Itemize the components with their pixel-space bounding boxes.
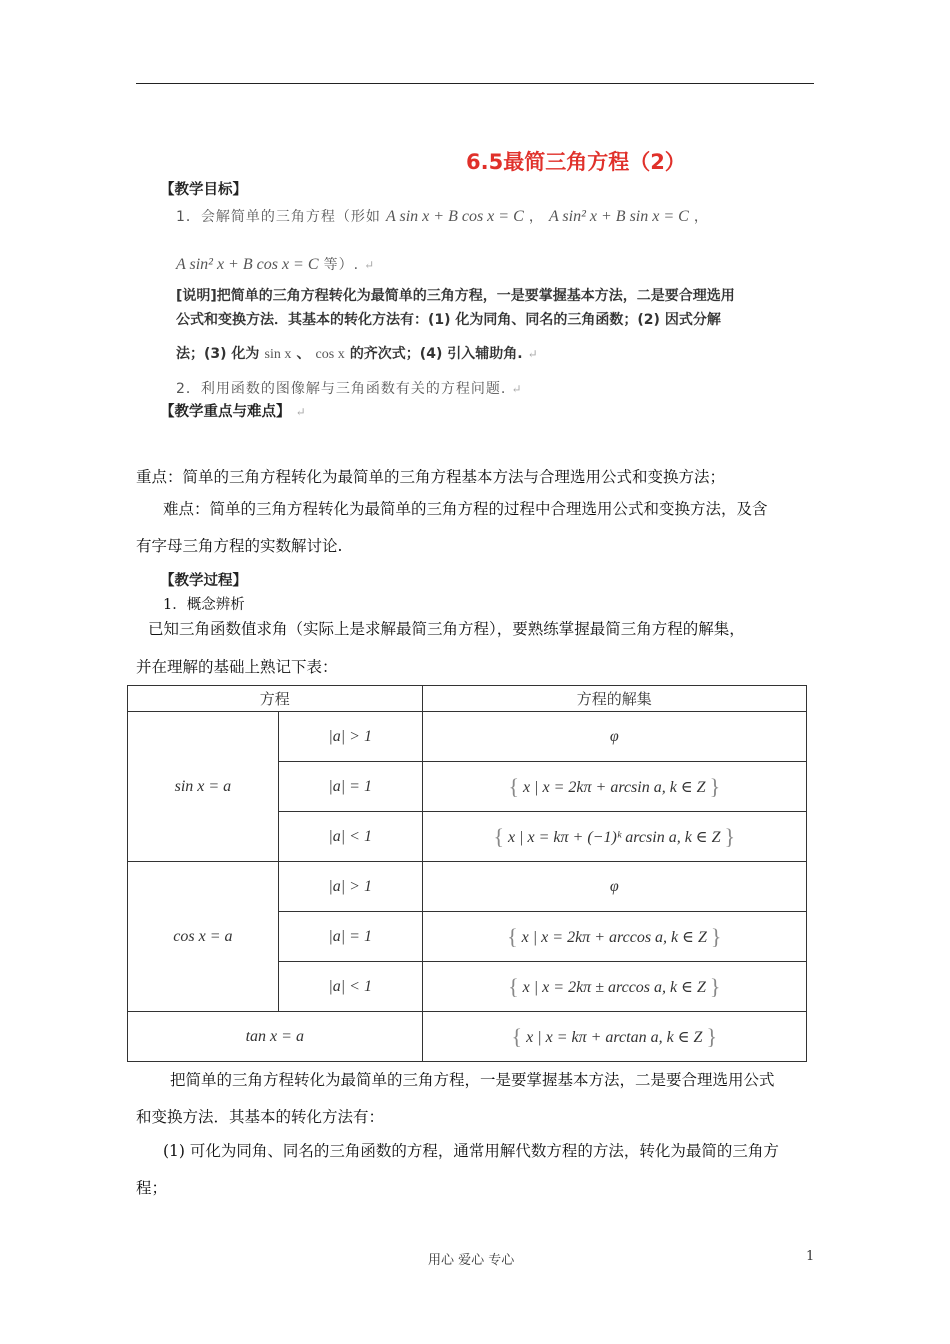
solution-cell: { x | x = 2kπ ± arccos a, k ∈ Z } <box>422 962 806 1012</box>
condition-cell: |a| = 1 <box>278 912 422 962</box>
difficult-line-2: 有字母三角方程的实数解讨论. <box>136 537 343 555</box>
header-solution: 方程的解集 <box>422 686 806 712</box>
solution-cell: { x | x = 2kπ + arcsin a, k ∈ Z } <box>422 762 806 812</box>
key-heading-row: 【教学重点与难点】 ↵ <box>160 404 306 420</box>
solution-cell: φ <box>422 712 806 762</box>
solution-cell: { x | x = kπ + arctan a, k ∈ Z } <box>422 1012 806 1062</box>
note-line-3: 法；(3) 化为 sin x 、 cos x 的齐次式；(4) 引入辅助角. ↵ <box>176 346 538 362</box>
equation-cos: cos x = a <box>128 862 279 1012</box>
note-line-1: [说明]把简单的三角方程转化为最简单的三角方程，一是要掌握基本方法，二是要合理选用 <box>176 288 735 304</box>
process-para-line-2: 并在理解的基础上熟记下表： <box>136 658 338 676</box>
process-para-line-1: 已知三角函数值求角（实际上是求解最简三角方程），要熟练掌握最简三角方程的解集， <box>148 620 745 638</box>
solution-text: x | x = kπ + (−1)ᵏ arcsin a, k ∈ Z <box>508 828 721 846</box>
note-sin: sin x <box>264 347 292 362</box>
process-heading: 【教学过程】 <box>160 573 247 589</box>
note-line-2: 公式和变换方法．其基本的转化方法有：(1) 化为同角、同名的三角函数；(2) 因式分解 <box>176 312 721 328</box>
solution-text: x | x = 2kπ ± arccos a, k ∈ Z <box>522 978 706 996</box>
goal-item-1: 1．会解简单的三角方程（形如 A sin x + B cos x = C ， A sin² x + B sin x = C ， <box>176 208 709 225</box>
header-rule <box>136 83 814 84</box>
difficult-line-1: 难点：简单的三角方程转化为最简单的三角方程的过程中合理选用公式和变换方法，及含 <box>163 500 768 518</box>
header-equation: 方程 <box>128 686 423 712</box>
formula-b: A sin² x + B sin x = C <box>548 208 689 225</box>
key-point: 重点：简单的三角方程转化为最简单的三角方程基本方法与合理选用公式和变换方法； <box>136 468 726 486</box>
goal-item-2: 2．利用函数的图像解与三角函数有关的方程问题. ↵ <box>176 381 522 397</box>
key-heading: 【教学重点与难点】 <box>160 404 291 420</box>
solution-text: x | x = 2kπ + arccos a, k ∈ Z <box>521 928 707 946</box>
note-cos: cos x <box>315 347 345 362</box>
solution-text: x | x = kπ + arctan a, k ∈ Z <box>526 1028 703 1046</box>
method-1-line-2: 程； <box>136 1179 168 1197</box>
goal-item-1-cont: A sin² x + B cos x = C 等）. ↵ <box>176 256 375 273</box>
table-row <box>128 712 807 762</box>
condition-cell: |a| = 1 <box>278 762 422 812</box>
formula-a: A sin x + B cos x = C <box>386 208 524 225</box>
solution-cell: φ <box>422 862 806 912</box>
footer-text: 用心 爱心 专心 <box>428 1253 515 1268</box>
page-number: 1 <box>806 1249 815 1264</box>
table-row <box>128 862 807 912</box>
table-row <box>128 1012 807 1062</box>
solution-table <box>127 685 807 1062</box>
solution-cell: { x | x = 2kπ + arccos a, k ∈ Z } <box>422 912 806 962</box>
condition-cell: |a| > 1 <box>278 862 422 912</box>
page-title: 6.5最简三角方程（2） <box>466 150 686 174</box>
goal-item-2-text: 2．利用函数的图像解与三角函数有关的方程问题. <box>176 381 507 397</box>
formula-c: A sin² x + B cos x = C <box>176 256 319 273</box>
after-table-line-1: 把简单的三角方程转化为最简单的三角方程，一是要掌握基本方法，二是要合理选用公式 <box>170 1071 775 1089</box>
solution-text: x | x = 2kπ + arcsin a, k ∈ Z <box>523 778 706 796</box>
equation-sin: sin x = a <box>128 712 279 862</box>
condition-cell: |a| > 1 <box>278 712 422 762</box>
goal-item-1-suffix: 等）. <box>323 257 360 273</box>
note-sep: 、 <box>296 346 311 362</box>
note-line-3-b: 的齐次式；(4) 引入辅助角. <box>349 346 523 362</box>
goal-item-1-prefix: 1．会解简单的三角方程（形如 <box>176 209 381 225</box>
equation-tan: tan x = a <box>128 1012 423 1062</box>
method-1-line-1: (1) 可化为同角、同名的三角函数的方程，通常用解代数方程的方法，转化为最简的三角方 <box>163 1142 779 1160</box>
process-sub-1: 1．概念辨析 <box>163 597 245 613</box>
after-table-line-2: 和变换方法．其基本的转化方法有： <box>136 1108 385 1126</box>
solution-cell: { x | x = kπ + (−1)ᵏ arcsin a, k ∈ Z } <box>422 812 806 862</box>
condition-cell: |a| < 1 <box>278 812 422 862</box>
table-header-row <box>128 686 807 712</box>
goals-heading: 【教学目标】 <box>160 182 247 198</box>
note-line-3-a: 法；(3) 化为 <box>176 346 260 362</box>
condition-cell: |a| < 1 <box>278 962 422 1012</box>
